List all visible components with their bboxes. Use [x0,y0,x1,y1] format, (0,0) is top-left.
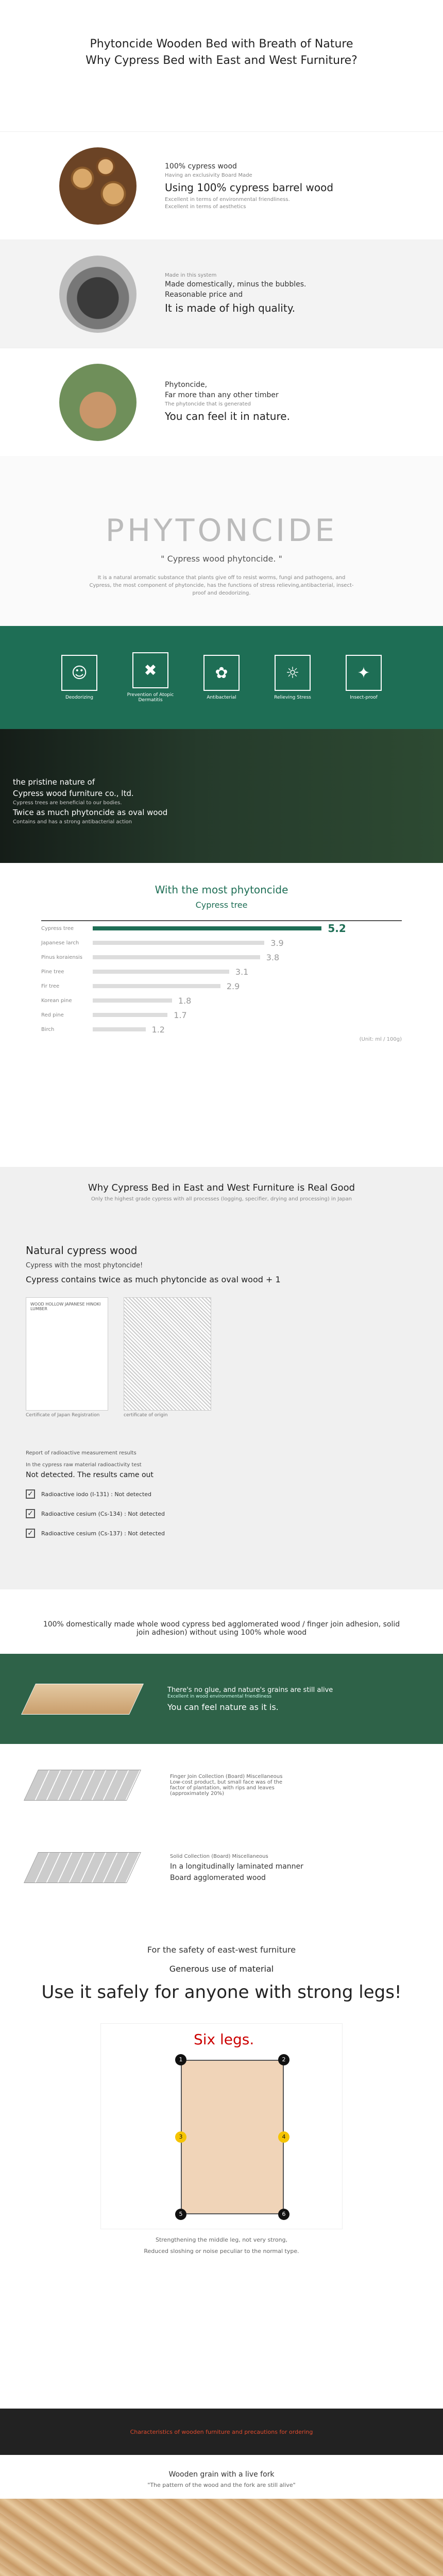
feature-row-2 [0,240,443,348]
stress-icon: ☼ [275,655,311,691]
bar-value: 3.1 [235,967,249,977]
feature-title: Made in this system [165,272,217,278]
phytoncide-desc: It is a natural aromatic substance that plants give off to resist worms, fungi and pathogens, and Cypress, the most component of phytoncide, has the functions of stress relieving,antibacterial, insect-proof and deodorizing. [89,575,354,596]
chart-title: With the most phytoncide [155,884,288,896]
feature-big: You can feel it in nature. [165,410,290,422]
bed-frame [181,2060,284,2214]
benefit-insect: ✦ Insect-proof [338,655,389,700]
insect-icon: ✦ [346,655,382,691]
fern-line: Contains and has a strong antibacterial action [13,819,132,825]
bar-value: 3.8 [266,952,280,962]
feature-row-1 [0,131,443,240]
bar-label: Pine tree [41,969,64,975]
radio-line: In the cypress raw material radioactivity test [26,1462,142,1468]
board-solid: Solid Collection (Board) Miscellaneous In a longitudinally laminated manner Board agglomerated wood [0,1826,443,1909]
wood-grain-image [0,2499,443,2576]
bar [93,1027,146,1031]
feature-line: Using 100% cypress barrel wood [165,181,334,194]
feature-note: Excellent in terms of environmental friendliness. [165,197,290,202]
leg-marker: 5 [175,2209,186,2220]
bar [93,1013,167,1017]
wood-subtitle: "The pattern of the wood and the fork are still alive" [147,2482,296,2488]
wood-section [0,2455,443,2576]
atopic-icon: ✖ [132,652,168,688]
safety-headline: Use it safely for anyone with strong legs! [41,1982,402,2003]
phytoncide-subtitle: " Cypress wood phytoncide. " [161,554,282,564]
leg-marker: 1 [175,2054,186,2065]
phytoncide-title: PHYTONCIDE [105,513,338,549]
phytoncide-chart [0,863,443,1090]
natural-section [0,1213,443,1435]
phytoncide-section [0,456,443,626]
bar-value: 3.9 [270,938,284,948]
bar [93,941,264,945]
safety-line: For the safety of east-west furniture [147,1945,296,1955]
natural-line: Cypress contains twice as much phytoncide as oval wood + 1 [26,1275,281,1284]
safety-section [0,1909,443,2409]
board-line: There's no glue, and nature's grains are still alive [167,1686,333,1694]
bar [93,926,321,930]
feature-note: Excellent in terms of aesthetics [165,204,246,210]
bar-label: Korean pine [41,997,72,1004]
section-subtitle: Only the highest grade cypress with all processes (logging, specifier, drying and processing) in Japan [91,1196,352,1202]
benefit-stress: ☼ Relieving Stress [267,655,318,700]
bar [93,984,220,988]
benefits-bar [0,626,443,729]
antibacterial-icon: ✿ [203,655,240,691]
legs-diagram [100,2023,343,2229]
chart-bar-row [41,979,402,993]
fern-line: Cypress wood furniture co., ltd. [13,789,134,798]
leg-marker: 6 [278,2209,289,2220]
fern-line: Cypress trees are beneficial to our bodies. [13,800,122,806]
section-title: Why Cypress Bed in East and West Furniture is Real Good [88,1182,355,1193]
check-icon: ✓ [26,1509,35,1518]
legs-title: Six legs. [194,2031,254,2048]
bar-label: Fir tree [41,983,60,989]
chart-bar-row [41,993,402,1008]
board-finger: Finger Join Collection (Board) Miscellaneous Low-cost product, but small face was of the factor of plantation, with rips and leaves (approximately 20%) [0,1744,443,1826]
bar-value: 1.7 [174,1010,187,1020]
fern-line: the pristine nature of [13,777,95,787]
board-line: Excellent in wood environmental friendliness [167,1693,272,1699]
chart-unit: (Unit: ml / 100g) [359,1037,402,1042]
precaution-bar: Characteristics of wooden furniture and precautions for ordering [0,2409,443,2455]
board-whole [0,1654,443,1744]
chart-bar-row [41,1022,402,1037]
plank-image [24,1852,141,1883]
bar-value: 2.9 [226,981,240,991]
feature-line: Reasonable price and [165,290,243,299]
realgood-header [0,1167,443,1213]
origin-doc: certificate of origin [124,1297,211,1418]
plank-image [24,1770,141,1801]
leg-marker: 4 [278,2131,289,2143]
bar-label: Red pine [41,1012,64,1018]
board-line: You can feel nature as it is. [167,1702,279,1712]
radio-result: ✓ Radioactive cesium (Cs-137) : Not detected [26,1529,417,1538]
page-title: Phytoncide Wooden Bed with Breath of Nature Why Cypress Bed with East and West Furniture? [86,38,357,67]
radio-heading: Report of radioactive measurement results [26,1450,137,1456]
bar-label: Japanese larch [41,940,79,946]
bar-value: 1.2 [151,1024,165,1035]
feature-note: Having an exclusivity Board Made [165,173,252,178]
chart-bar-row [41,921,402,936]
fern-banner [0,729,443,863]
benefit-deodorizing: ☺ Deodorizing [54,655,105,700]
bar [93,998,172,1003]
chart-bar-row [41,936,402,950]
check-icon: ✓ [26,1529,35,1538]
chart-bar-row [41,1008,402,1022]
bar-label: Cypress tree [41,925,74,931]
craft-image [59,256,137,333]
boards-title-section [0,1589,443,1654]
bar-label: Birch [41,1026,55,1032]
feature-big: It is made of high quality. [165,301,296,314]
bar-list [41,920,402,1042]
bar [93,970,229,974]
feature-line: Far more than any other timber [165,391,279,399]
bar [93,955,260,959]
header [0,0,443,131]
chart-bar-row [41,950,402,964]
wood-title: Wooden grain with a live fork [168,2470,275,2479]
certificate-doc: WOOD HOLLOW JAPANESE HINOKI LUMBER Certificate of Japan Registration [26,1297,108,1418]
leg-marker: 3 [175,2131,186,2143]
radio-section [0,1435,443,1589]
feature-row-3 [0,348,443,456]
safety-line: Generous use of material [169,1964,274,1974]
feature-title: 100% cypress wood [165,162,237,171]
radio-line: Not detected. The results came out [26,1471,154,1479]
natural-line: Cypress with the most phytoncide! [26,1262,143,1269]
log-image [59,147,137,225]
fern-line: Twice as much phytoncide as oval wood [13,808,168,817]
bar-label: Pinus koraiensis [41,954,82,960]
deodorizing-icon: ☺ [61,655,97,691]
plank-image [21,1684,144,1715]
chart-bar-row [41,964,402,979]
natural-heading: Natural cypress wood [26,1244,138,1257]
bar-value: 5.2 [328,922,346,935]
bowl-image [59,364,137,441]
chart-subtitle: Cypress tree [195,900,248,910]
spacer [0,1090,443,1167]
benefit-antibacterial: ✿ Antibacterial [196,655,247,700]
benefit-atopic: ✖ Prevention of Atopic Dermatitis [125,652,176,703]
radio-result: ✓ Radioactive iodo (I-131) : Not detected [26,1489,417,1499]
boards-title: 100% domestically made whole wood cypress bed agglomerated wood / finger join adhesion, solid join adhesion) without using 100% whole wood [43,1620,400,1637]
feature-line: Made domestically, minus the bubbles. [165,280,306,289]
check-icon: ✓ [26,1489,35,1499]
feature-note: The phytoncide that is generated [165,401,251,407]
bar-value: 1.8 [178,995,192,1006]
feature-title: Phytoncide, [165,381,208,389]
legs-caption: Strengthening the middle leg, not very strong, Reduced sloshing or noise peculiar to the normal type. [144,2236,299,2255]
leg-marker: 2 [278,2054,289,2065]
radio-result: ✓ Radioactive cesium (Cs-134) : Not detected [26,1509,417,1518]
